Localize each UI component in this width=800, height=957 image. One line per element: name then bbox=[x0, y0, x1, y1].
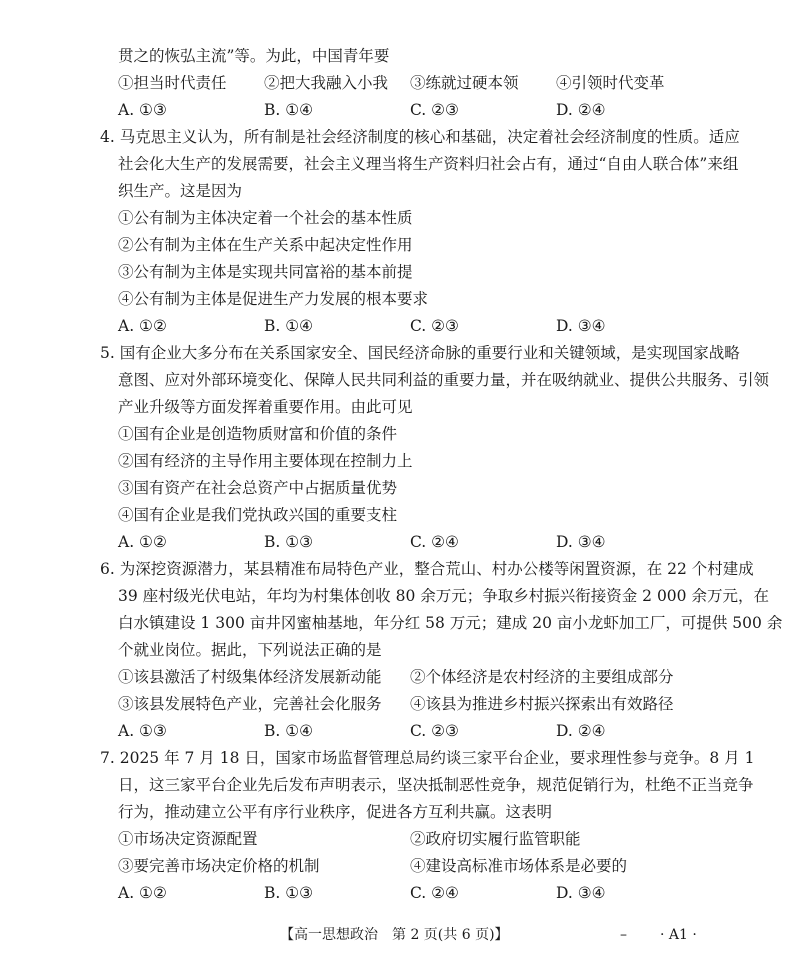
question-5-statement-4: ④国有企业是我们党执政兴国的重要支柱 bbox=[118, 506, 398, 524]
choice-b: B. ①③ bbox=[264, 884, 314, 902]
statement-3: ③该县发展特色产业，完善社会化服务 bbox=[118, 695, 382, 713]
question-4-statement-4: ④公有制为主体是促进生产力发展的根本要求 bbox=[118, 290, 429, 308]
question-7-line-2: 日，这三家平台企业先后发布声明表示，坚决抵制恶性竞争，规范促销行为，杜绝不正当竞争 bbox=[118, 776, 754, 794]
statement-4: ④建设高标准市场体系是必要的 bbox=[410, 857, 628, 875]
question-7-statements-row-1 bbox=[118, 829, 758, 849]
choice-d: D. ③④ bbox=[556, 533, 606, 551]
question-5-line-3: 产业升级等方面发挥着重要作用。由此可见 bbox=[118, 398, 413, 416]
choice-a: A. ①② bbox=[118, 317, 167, 335]
choice-b: B. ①④ bbox=[264, 722, 314, 740]
page-footer bbox=[0, 925, 800, 945]
choice-c: C. ②④ bbox=[410, 533, 459, 551]
question-5-statement-3: ③国有资产在社会总资产中占据质量优势 bbox=[118, 479, 398, 497]
question-7-line-3: 行为，推动建立公平有序行业秩序，促进各方互利共赢。这表明 bbox=[118, 803, 553, 821]
question-4-choices bbox=[118, 316, 758, 336]
choice-d: D. ③④ bbox=[556, 884, 606, 902]
statement-2: ②把大我融入小我 bbox=[264, 74, 389, 92]
choice-a: A. ①② bbox=[118, 533, 167, 551]
statement-4: ④引领时代变革 bbox=[556, 74, 665, 92]
choice-d: D. ②④ bbox=[556, 722, 606, 740]
choice-b: B. ①④ bbox=[264, 317, 314, 335]
question-5-choices bbox=[118, 532, 758, 552]
question-6-line-4: 个就业岗位。据此，下列说法正确的是 bbox=[118, 641, 382, 659]
choice-b: B. ①④ bbox=[264, 101, 314, 119]
question-7-line-1: 7. 2025 年 7 月 18 日，国家市场监督管理总局约谈三家平台企业，要求理性参与竞争。8 月 1 bbox=[100, 749, 755, 767]
choice-c: C. ②③ bbox=[410, 101, 459, 119]
choice-a: A. ①③ bbox=[118, 101, 167, 119]
question-4-line-1: 4. 马克思主义认为，所有制是社会经济制度的核心和基础，决定着社会经济制度的性质。适应 bbox=[100, 128, 740, 146]
question-4-line-2: 社会化大生产的发展需要，社会主义理当将生产资料归社会占有，通过“自由人联合体”来组 bbox=[118, 155, 739, 173]
question-6-statements-row-1 bbox=[118, 667, 758, 687]
statement-1: ①担当时代责任 bbox=[118, 74, 227, 92]
choice-c: C. ②③ bbox=[410, 722, 459, 740]
exam-code: · A1 · bbox=[660, 927, 697, 943]
statement-1: ①市场决定资源配置 bbox=[118, 830, 258, 848]
choice-c: C. ②④ bbox=[410, 884, 459, 902]
question-6-line-3: 白水镇建设 1 300 亩井冈蜜柚基地，年分红 58 万元；建成 20 亩小龙虾加工厂，可提供 500 余 bbox=[118, 614, 783, 632]
question-7-statements-row-2 bbox=[118, 856, 758, 876]
choice-a: A. ①② bbox=[118, 884, 167, 902]
statement-1: ①该县激活了村级集体经济发展新动能 bbox=[118, 668, 382, 686]
statement-3: ③练就过硬本领 bbox=[410, 74, 519, 92]
question-text-line: 贯之的恢弘主流”等。为此，中国青年要 bbox=[118, 47, 390, 65]
choice-d: D. ②④ bbox=[556, 101, 606, 119]
statement-3: ③要完善市场决定价格的机制 bbox=[118, 857, 320, 875]
question-6-line-2: 39 座村级光伏电站，年均为村集体创收 80 余万元；争取乡村振兴衔接资金 2 000 余万元，在 bbox=[118, 587, 769, 605]
question-5-statement-2: ②国有经济的主导作用主要体现在控制力上 bbox=[118, 452, 413, 470]
question-6-choices bbox=[118, 721, 758, 741]
choice-d: D. ③④ bbox=[556, 317, 606, 335]
question-4-statement-2: ②公有制为主体在生产关系中起决定性作用 bbox=[118, 236, 413, 254]
choice-b: B. ①③ bbox=[264, 533, 314, 551]
question-7-choices bbox=[118, 883, 758, 903]
answer-choices-row bbox=[118, 100, 758, 120]
question-4-statement-3: ③公有制为主体是实现共同富裕的基本前提 bbox=[118, 263, 413, 281]
question-5-line-2: 意图、应对外部环境变化、保障人民共同利益的重要力量，并在吸纳就业、提供公共服务、引领 bbox=[118, 371, 770, 389]
question-4-statement-1: ①公有制为主体决定着一个社会的基本性质 bbox=[118, 209, 413, 227]
statement-2: ②政府切实履行监管职能 bbox=[410, 830, 581, 848]
question-5-statement-1: ①国有企业是创造物质财富和价值的条件 bbox=[118, 425, 398, 443]
statement-options-row bbox=[118, 73, 758, 93]
page-number-label: 【高一思想政治 第 2 页(共 6 页)】 bbox=[280, 927, 509, 943]
choice-c: C. ②③ bbox=[410, 317, 459, 335]
question-6-statements-row-2 bbox=[118, 694, 758, 714]
question-4-line-3: 织生产。这是因为 bbox=[118, 182, 243, 200]
statement-2: ②个体经济是农村经济的主要组成部分 bbox=[410, 668, 674, 686]
footer-dash: – bbox=[620, 927, 627, 943]
choice-a: A. ①③ bbox=[118, 722, 167, 740]
statement-4: ④该县为推进乡村振兴探索出有效路径 bbox=[410, 695, 674, 713]
question-6-line-1: 6. 为深挖资源潜力，某县精准布局特色产业，整合荒山、村办公楼等闲置资源，在 22 个村建成 bbox=[100, 560, 754, 578]
question-5-line-1: 5. 国有企业大多分布在关系国家安全、国民经济命脉的重要行业和关键领域，是实现国家战略 bbox=[100, 344, 740, 362]
